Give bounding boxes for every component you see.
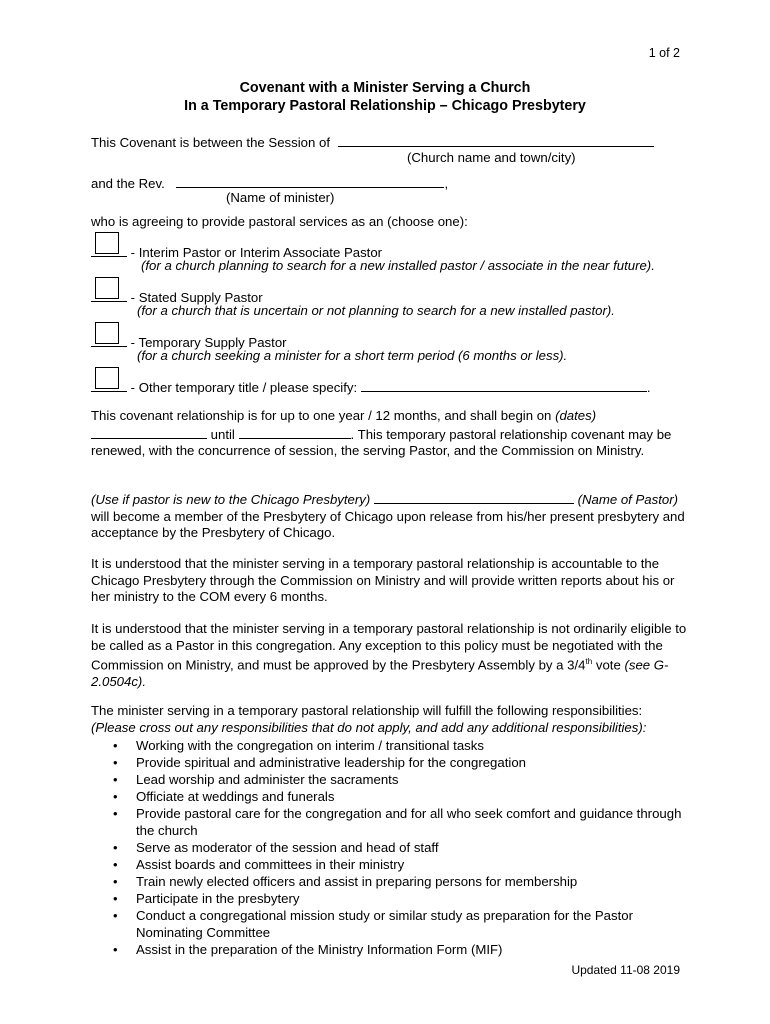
option-note: (for a church planning to search for a new installed pastor / associate in the near future). xyxy=(141,258,655,273)
option-label: - Temporary Supply Pastor xyxy=(130,335,287,350)
list-item: • Provide spiritual and administrative leadership for the congregation xyxy=(110,754,700,771)
choose-intro: who is agreeing to provide pastoral services as an (choose one): xyxy=(91,214,468,229)
pastor-name-field[interactable] xyxy=(374,490,574,504)
minister-name-caption: (Name of minister) xyxy=(226,190,335,205)
list-item: • Working with the congregation on interim / transitional tasks xyxy=(110,737,700,754)
underline xyxy=(91,287,127,302)
term-text: This covenant relationship is for up to one year / 12 months, and shall begin on xyxy=(91,408,552,423)
term-dates: (dates) xyxy=(555,408,597,423)
new-pastor-intro: (Use if pastor is new to the Chicago Presbytery) xyxy=(91,492,371,507)
document-subtitle: In a Temporary Pastoral Relationship – Chicago Presbytery xyxy=(184,98,586,114)
list-item: • Participate in the presbytery xyxy=(110,890,700,907)
term-until: until xyxy=(210,426,235,442)
option-label: - Interim Pastor or Interim Associate Pastor xyxy=(130,245,383,260)
updated-date: Updated 11-08 2019 xyxy=(571,963,680,977)
list-item: • Provide pastoral care for the congregation and for all who seek comfort and guidance through the church xyxy=(110,805,700,839)
underline xyxy=(91,377,127,392)
superscript: th xyxy=(585,657,593,666)
list-item: • Officiate at weddings and funerals xyxy=(110,788,700,805)
responsibilities-list xyxy=(110,737,700,958)
end-date-field[interactable] xyxy=(239,425,351,439)
minister-name-field[interactable] xyxy=(176,174,444,188)
rev-comma: , xyxy=(444,176,449,191)
session-label: This Covenant is between the Session of xyxy=(91,135,330,150)
option-note: . xyxy=(646,380,651,395)
church-name-field[interactable] xyxy=(338,133,654,147)
eligibility-text: It is understood that the minister serving in a temporary pastoral relationship is not ordinarily eligible to be called as a Pastor in this congregation. Any exception to this policy must be negotiated with the Commission on Ministry, and must be approved by the Presbytery Assembly by a 3/4 xyxy=(91,621,687,673)
eligibility-vote: vote xyxy=(595,657,621,673)
eligibility-reference: (see G-2.0504c). xyxy=(91,657,669,689)
rev-row xyxy=(91,174,448,191)
rev-label: and the Rev. xyxy=(91,176,165,191)
page-number: 1 of 2 xyxy=(648,46,680,60)
list-item: • Assist in the preparation of the Ministry Information Form (MIF) xyxy=(110,941,700,958)
eligibility-paragraph xyxy=(91,621,691,690)
other-title-field[interactable] xyxy=(361,378,647,392)
new-pastor-text: will become a member of the Presbytery of Chicago upon release from his/her present presbytery and acceptance by the Presbytery of Chicago. xyxy=(91,508,685,540)
list-item: • Serve as moderator of the session and head of staff xyxy=(110,839,700,856)
list-item: • Assist boards and committees in their ministry xyxy=(110,856,700,873)
accountable-paragraph: It is understood that the minister serving in a temporary pastoral relationship is accountable to the Chicago Presbytery through the Commission on Ministry and will provide written reports about his or her ministry to the COM every 6 months. xyxy=(91,556,675,604)
option-label: - Stated Supply Pastor xyxy=(130,290,263,305)
underline xyxy=(91,332,127,347)
document-title: Covenant with a Minister Serving a Church xyxy=(239,80,531,96)
option-note: (for a church seeking a minister for a short term period (6 months or less). xyxy=(137,348,568,363)
term-text-2: . This temporary pastoral relationship covenant may be renewed, with the concurrence of session, the serving Pastor, and the Commission on Ministry. xyxy=(91,426,672,458)
option-note: (for a church that is uncertain or not planning to search for a new installed pastor). xyxy=(137,303,615,318)
session-row xyxy=(91,133,654,150)
list-item: • Lead worship and administer the sacraments xyxy=(110,771,700,788)
list-item: • Train newly elected officers and assist in preparing persons for membership xyxy=(110,873,700,890)
list-item: • Conduct a congregational mission study or similar study as preparation for the Pastor Nominating Committee xyxy=(110,907,700,941)
start-date-field[interactable] xyxy=(91,425,207,439)
term-paragraph xyxy=(91,408,691,460)
responsibilities-intro: The minister serving in a temporary pastoral relationship will fulfill the following responsibilities: xyxy=(91,703,643,718)
option-other xyxy=(91,377,651,395)
new-pastor-paragraph xyxy=(91,490,691,542)
option-label: - Other temporary title / please specify: xyxy=(130,380,358,395)
responsibilities-instructions: (Please cross out any responsibilities that do not apply, and add any additional responsibilities): xyxy=(91,720,647,735)
pastor-name-caption: (Name of Pastor) xyxy=(577,492,678,507)
church-name-caption: (Church name and town/city) xyxy=(407,150,576,165)
underline xyxy=(91,242,127,257)
